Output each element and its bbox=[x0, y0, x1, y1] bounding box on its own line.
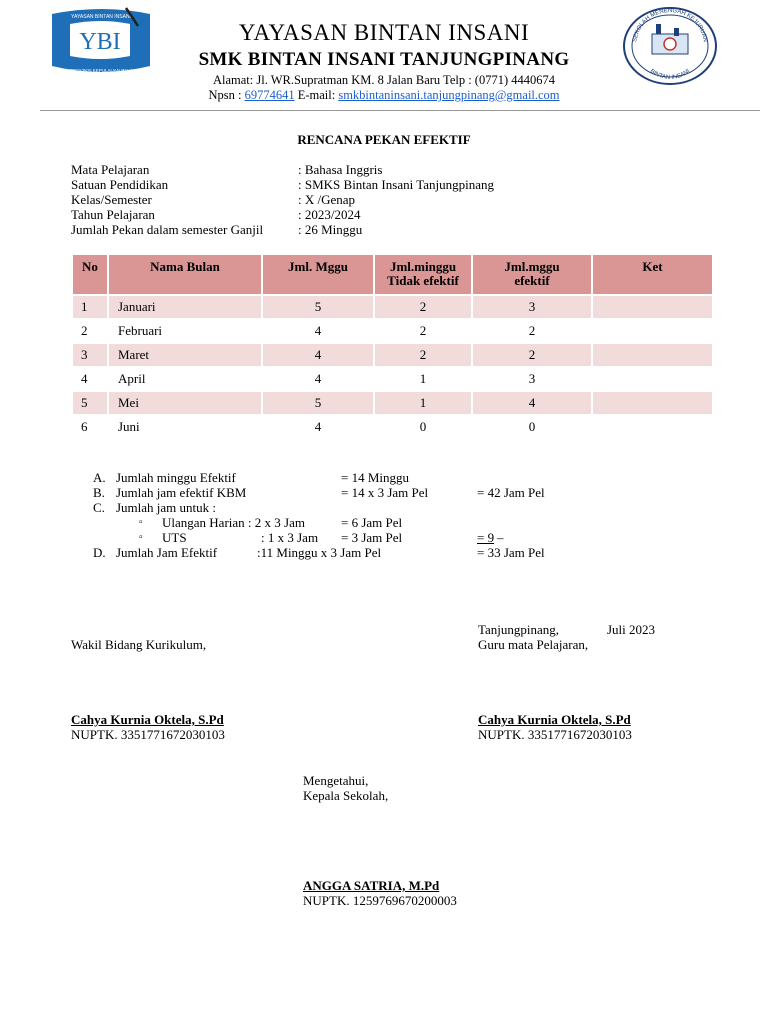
table-row bbox=[73, 296, 712, 318]
info-row bbox=[71, 207, 494, 222]
cell-note bbox=[593, 368, 712, 390]
cell-month: Januari bbox=[109, 296, 261, 318]
header-weeks: Jml. Mggu bbox=[263, 255, 373, 294]
seal-top-text: SEKOLAH MENENGAH KEJURUAN bbox=[632, 8, 708, 43]
right-signer-role: Guru mata Pelajaran, bbox=[478, 637, 589, 652]
logo-letters: YBI bbox=[79, 29, 121, 55]
info-label: Jumlah Pekan dalam semester Ganjil bbox=[71, 222, 264, 237]
header-effective-line1: Jml.mggu bbox=[504, 259, 560, 274]
cell-not-effective: 2 bbox=[375, 344, 471, 366]
summary-result: = 9 bbox=[477, 530, 495, 545]
logo-bottom-text: PROVINSI KEPULAUAN RIAU bbox=[69, 68, 133, 73]
document-title: RENCANA PEKAN EFEKTIF bbox=[297, 132, 471, 147]
summary-list bbox=[93, 470, 573, 560]
cell-month: Februari bbox=[118, 323, 163, 338]
info-row bbox=[71, 162, 494, 177]
summary-dash: – bbox=[497, 530, 504, 545]
header-month: Nama Bulan bbox=[109, 255, 261, 294]
cell-weeks: 5 bbox=[263, 392, 373, 414]
acknowledge-label: Mengetahui, bbox=[303, 773, 369, 788]
email-label: E-mail: bbox=[294, 88, 339, 102]
info-label: Kelas/Semester bbox=[71, 192, 152, 207]
table-row bbox=[73, 344, 712, 366]
header-effective bbox=[473, 255, 591, 294]
info-row bbox=[71, 222, 494, 237]
cell-note bbox=[593, 344, 712, 366]
summary-result: = 42 Jam Pel bbox=[477, 485, 545, 500]
info-label: Tahun Pelajaran bbox=[71, 207, 155, 222]
left-signer-id: NUPTK. 3351771672030103 bbox=[71, 727, 225, 742]
info-row bbox=[71, 192, 494, 207]
cell-month: Maret bbox=[109, 344, 261, 366]
summary-label: Jumlah jam untuk : bbox=[116, 500, 217, 515]
summary-label: Jumlah minggu Efektif bbox=[116, 470, 236, 485]
cell-weeks: 5 bbox=[263, 296, 373, 318]
summary-label: Jumlah jam efektif KBM bbox=[116, 485, 247, 500]
school-npsn-email bbox=[0, 88, 768, 103]
right-signer-name: Cahya Kurnia Oktela, S.Pd bbox=[478, 712, 631, 727]
seal-bottom-text: BINTAN INSANI bbox=[648, 68, 692, 82]
cell-weeks: 4 bbox=[314, 419, 322, 434]
header-not-effective-line1: Jml.minggu bbox=[389, 259, 457, 274]
info-value: : 26 Minggu bbox=[298, 222, 363, 237]
weeks-table bbox=[71, 253, 714, 440]
cell-not-effective: 0 bbox=[419, 419, 427, 434]
summary-result: = 33 Jam Pel bbox=[477, 545, 545, 560]
summary-value: = 3 Jam Pel bbox=[341, 530, 403, 545]
npsn-label: Npsn : bbox=[208, 88, 245, 102]
cell-weeks: 4 bbox=[314, 371, 322, 386]
cell-no: 3 bbox=[73, 344, 107, 366]
cell-month: Mei bbox=[109, 392, 261, 414]
cell-weeks: 4 bbox=[314, 323, 322, 338]
summary-value: = 6 Jam Pel bbox=[341, 515, 403, 530]
summary-label: Jumlah Jam Efektif bbox=[116, 545, 218, 560]
school-seal-right bbox=[622, 6, 718, 86]
signature-date: Juli 2023 bbox=[607, 622, 656, 637]
cell-no: 2 bbox=[81, 323, 88, 338]
table-row bbox=[73, 416, 712, 438]
cell-no: 5 bbox=[73, 392, 107, 414]
bullet-icon: ▫ bbox=[139, 532, 143, 543]
cell-effective: 3 bbox=[528, 371, 536, 386]
cell-effective: 4 bbox=[473, 392, 591, 414]
cell-effective: 3 bbox=[473, 296, 591, 318]
cell-not-effective: 2 bbox=[375, 296, 471, 318]
header-not-effective bbox=[375, 255, 471, 294]
header-note: Ket bbox=[593, 255, 712, 294]
header-effective-line2: efektif bbox=[514, 273, 550, 288]
summary-subitem-uts bbox=[93, 530, 573, 545]
summary-marker: A. bbox=[93, 470, 106, 485]
cell-note bbox=[593, 296, 712, 318]
summary-item-c bbox=[93, 500, 573, 515]
npsn-link[interactable]: 69774641 bbox=[244, 88, 295, 102]
summary-label: Ulangan Harian : 2 x 3 Jam bbox=[162, 515, 305, 530]
head-id: NUPTK. 1259769670200003 bbox=[303, 893, 457, 908]
cell-no: 1 bbox=[73, 296, 107, 318]
cell-weeks: 4 bbox=[263, 344, 373, 366]
cell-month: April bbox=[118, 371, 146, 386]
summary-calc: :11 Minggu x 3 Jam Pel bbox=[257, 545, 382, 560]
summary-label: UTS bbox=[162, 530, 187, 545]
cell-effective: 2 bbox=[528, 323, 536, 338]
school-title: SMK BINTAN INSANI TANJUNGPINANG bbox=[198, 49, 570, 70]
info-row bbox=[71, 177, 494, 192]
school-address: Alamat: Jl. WR.Supratman KM. 8 Jalan Baru Telp : (0771) 4440674 bbox=[212, 73, 556, 87]
header-not-effective-line2: Tidak efektif bbox=[387, 273, 459, 288]
summary-calc: : 1 x 3 Jam bbox=[261, 530, 319, 545]
summary-value: = 14 x 3 Jam Pel bbox=[341, 485, 429, 500]
info-value: : 2023/2024 bbox=[298, 207, 361, 222]
cell-not-effective: 1 bbox=[419, 371, 427, 386]
left-signer-role: Wakil Bidang Kurikulum, bbox=[71, 637, 207, 652]
cell-effective: 2 bbox=[473, 344, 591, 366]
head-role: Kepala Sekolah, bbox=[303, 788, 389, 803]
email-link[interactable]: smkbintaninsani.tanjungpinang@gmail.com bbox=[338, 88, 560, 102]
summary-marker: C. bbox=[93, 500, 105, 515]
info-label: Mata Pelajaran bbox=[71, 162, 150, 177]
table-row bbox=[73, 392, 712, 414]
head-name: ANGGA SATRIA, M.Pd bbox=[303, 878, 440, 893]
bullet-icon: ▫ bbox=[139, 517, 143, 528]
signature-place: Tanjungpinang, bbox=[478, 622, 560, 637]
summary-item-b bbox=[93, 485, 573, 500]
document-info bbox=[71, 162, 494, 237]
cell-effective: 0 bbox=[528, 419, 536, 434]
foundation-title: YAYASAN BINTAN INSANI bbox=[238, 20, 530, 45]
table-row bbox=[73, 368, 712, 390]
cell-month: Juni bbox=[118, 419, 140, 434]
cell-no: 6 bbox=[81, 419, 88, 434]
logo-top-text: YAYASAN BINTAN INSANI bbox=[71, 14, 131, 20]
summary-marker: B. bbox=[93, 485, 105, 500]
cell-note bbox=[593, 392, 712, 414]
summary-item-a bbox=[93, 470, 573, 485]
info-value: : SMKS Bintan Insani Tanjungpinang bbox=[298, 177, 495, 192]
header-divider bbox=[40, 110, 760, 111]
cell-note bbox=[593, 416, 712, 438]
table-header-row bbox=[73, 255, 712, 294]
right-signer-id: NUPTK. 3351771672030103 bbox=[478, 727, 632, 742]
left-signer-name: Cahya Kurnia Oktela, S.Pd bbox=[71, 712, 224, 727]
cell-note bbox=[593, 320, 712, 342]
cell-not-effective: 1 bbox=[375, 392, 471, 414]
cell-no: 4 bbox=[81, 371, 88, 386]
info-value: : Bahasa Inggris bbox=[298, 162, 383, 177]
summary-item-d bbox=[93, 545, 573, 560]
summary-marker: D. bbox=[93, 545, 106, 560]
summary-value: = 14 Minggu bbox=[341, 470, 410, 485]
table-row bbox=[73, 320, 712, 342]
info-value: : X /Genap bbox=[298, 192, 356, 207]
header-no: No bbox=[73, 255, 107, 294]
cell-not-effective: 2 bbox=[419, 323, 427, 338]
info-label: Satuan Pendidikan bbox=[71, 177, 169, 192]
summary-subitem-ulangan bbox=[93, 515, 573, 530]
